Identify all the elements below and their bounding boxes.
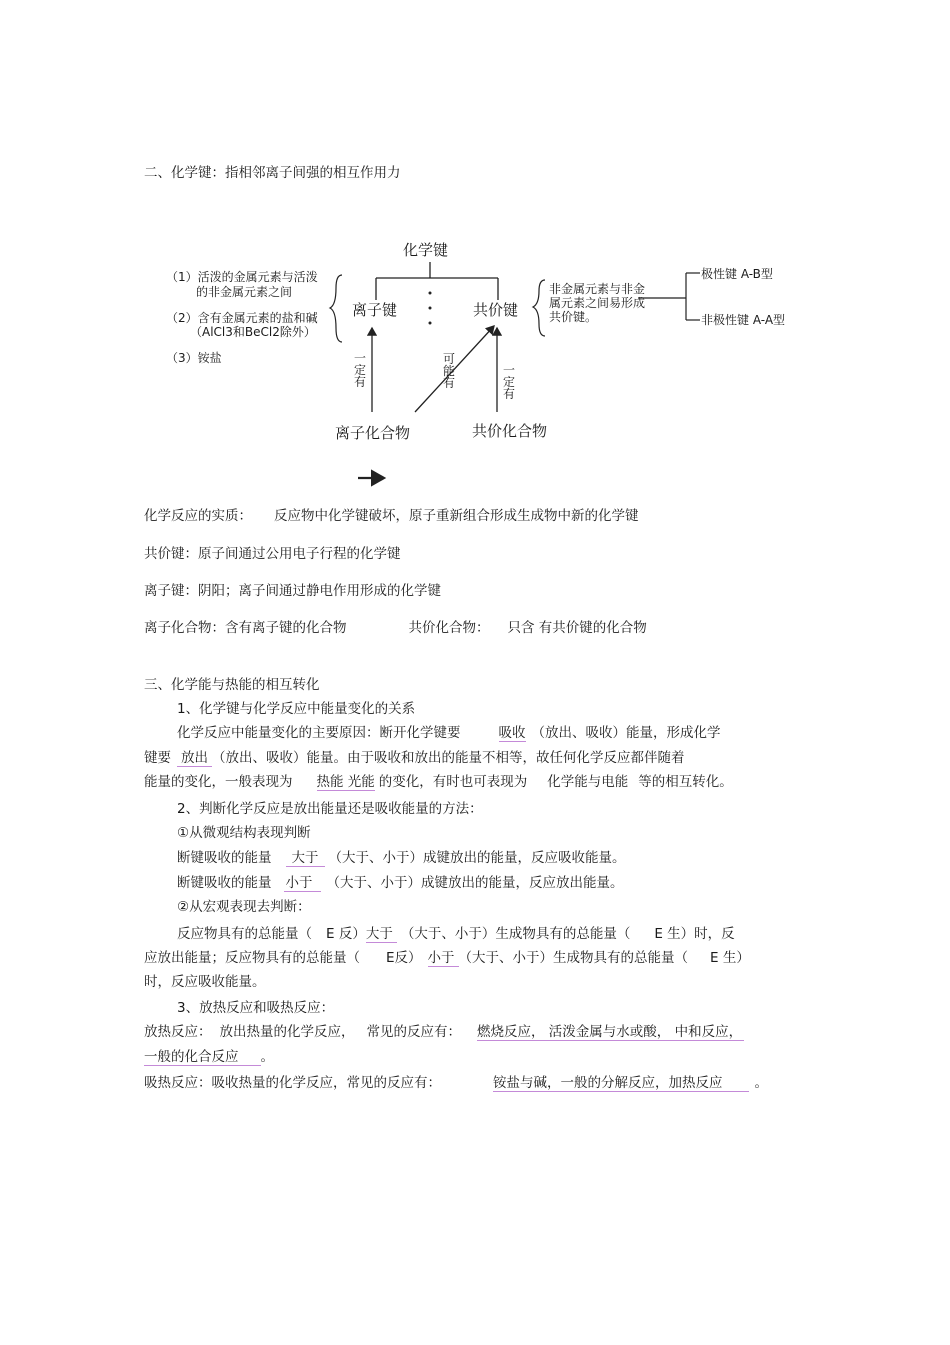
diagram-polar-bond: 极性键 A-B型: [701, 267, 773, 281]
micro-line-1: 断键吸收的能量 大于 （大于、小于）成键放出的能量，反应吸收能量。: [177, 850, 626, 866]
answer-endothermic-examples: 铵盐与碱，一般的分解反应，加热反应: [493, 1075, 749, 1092]
energy-cause-line-2: 键要 放出 （放出、吸收）能量。由于吸收和放出的能量不相等，故任何化学反应都伴随着: [144, 750, 685, 766]
diagram-definitely-left: 一定有: [353, 351, 366, 389]
essence-text: 反应物中化学键破坏，原子重新组合形成生成物中新的化学键: [274, 508, 639, 524]
essence-label: 化学反应的实质：: [144, 508, 252, 524]
endothermic-line: 吸热反应：吸收热量的化学反应，常见的反应有： 铵盐与碱，一般的分解反应，加热反应 。: [144, 1075, 768, 1091]
ionic-bond-definition: 离子键：阴阳；离子间通过静电作用形成的化学键: [144, 583, 441, 599]
diagram-covalent-compound: 共价化合物: [472, 422, 548, 440]
micro-judgement-title: ①从微观结构表现判断: [177, 825, 311, 841]
energy-cause-line-1: 化学反应中能量变化的主要原因：断开化学键要 吸收 （放出、吸收）能量，形成化学: [177, 725, 721, 741]
exothermic-line-1: 放热反应： 放出热量的化学反应， 常见的反应有： 燃烧反应， 活泼金属与水或酸， 中和反应，: [144, 1024, 743, 1040]
dot: [429, 322, 432, 325]
macro-line-2: 应放出能量；反应物具有的总能量（ E反） 小于 （大于、小于）生成物具有的总能量（ E 生）: [144, 950, 750, 966]
covalent-compound-label: 共价化合物：: [408, 620, 490, 636]
diagram-ionic-compound: 离子化合物: [335, 424, 411, 442]
right-brace: [533, 280, 545, 336]
covalent-bond-definition: 共价键：原子间通过公用电子行程的化学键: [144, 546, 401, 562]
answer-macro-less: 小于: [428, 950, 459, 967]
section3-title: 三、化学能与热能的相互转化: [144, 677, 320, 693]
diagram-right-note-2: 属元素之间易形成: [549, 296, 646, 310]
macro-line-3: 时，反应吸收能量。: [144, 974, 266, 990]
subsection-2-title: 2、判断化学反应是放出能量还是吸收能量的方法：: [177, 801, 483, 817]
diagram-left-note-2: （2）含有金属元素的盐和碱: [166, 311, 318, 325]
covalent-compound-text: 只含 有共价键的化合物: [507, 620, 647, 636]
dot: [429, 307, 432, 310]
diagram-left-note-1: （1）活泼的金属元素与活泼: [166, 270, 318, 284]
answer-exothermic-examples: 燃烧反应， 活泼金属与水或酸， 中和反应，: [477, 1024, 743, 1040]
diagram-right-note-3: 共价键。: [549, 310, 598, 324]
diagram-possibly: 可能有: [442, 352, 455, 390]
diagram-chemical-bond-label: 化学键: [403, 241, 449, 259]
diagram-left-note-1b: 的非金属元素之间: [196, 285, 293, 299]
energy-cause-line-3: 能量的变化，一般表现为 热能 光能 的变化，有时也可表现为 化学能与电能 等的相互转化。: [144, 774, 733, 790]
micro-line-2: 断键吸收的能量 小于 （大于、小于）成键放出的能量，反应放出能量。: [177, 875, 624, 891]
diagram-ionic-bond-label: 离子键: [352, 301, 398, 319]
subsection-1-title: 1、化学键与化学反应中能量变化的关系: [177, 701, 416, 717]
subsection-3-title: 3、放热反应和吸热反应：: [177, 1000, 335, 1016]
answer-macro-greater: 大于: [366, 926, 397, 943]
answer-less: 小于: [284, 875, 321, 892]
answer-heat-light: 热能 光能: [316, 774, 375, 790]
diagram-left-note-2b: （AlCl3和BeCl2除外）: [190, 325, 316, 339]
macro-judgement-title: ②从宏观表现去判断：: [177, 899, 311, 915]
macro-line-1: 反应物具有的总能量（ E 反）大于 （大于、小于）生成物具有的总能量（ E 生）时，反: [177, 926, 735, 942]
left-brace: [330, 275, 342, 342]
section-heading-chemical-bond: 二、化学键：指相邻离子间强的相互作用力: [144, 165, 401, 181]
answer-greater: 大于: [286, 850, 325, 867]
diagram-definitely-right: 一定有: [502, 363, 515, 401]
essence-line: [144, 507, 639, 525]
compound-definitions-line: [144, 619, 647, 637]
answer-chem-electric: 化学能与电能: [547, 774, 629, 790]
answer-release: 放出: [177, 750, 212, 767]
ionic-compound-definition: 离子化合物：含有离子键的化合物: [144, 620, 347, 636]
diagram-covalent-bond-label: 共价键: [473, 301, 519, 319]
diagram-right-note-1: 非金属元素与非金: [549, 282, 646, 296]
diagram-nonpolar-bond: 非极性键 A-A型: [701, 313, 786, 327]
dot: [429, 292, 432, 295]
answer-combination-reaction: 一般的化合反应: [144, 1049, 261, 1066]
answer-absorb: 吸收: [498, 725, 526, 741]
exothermic-line-2: 一般的化合反应 。: [144, 1049, 274, 1065]
diagram-left-note-3: （3）铵盐: [166, 351, 222, 365]
